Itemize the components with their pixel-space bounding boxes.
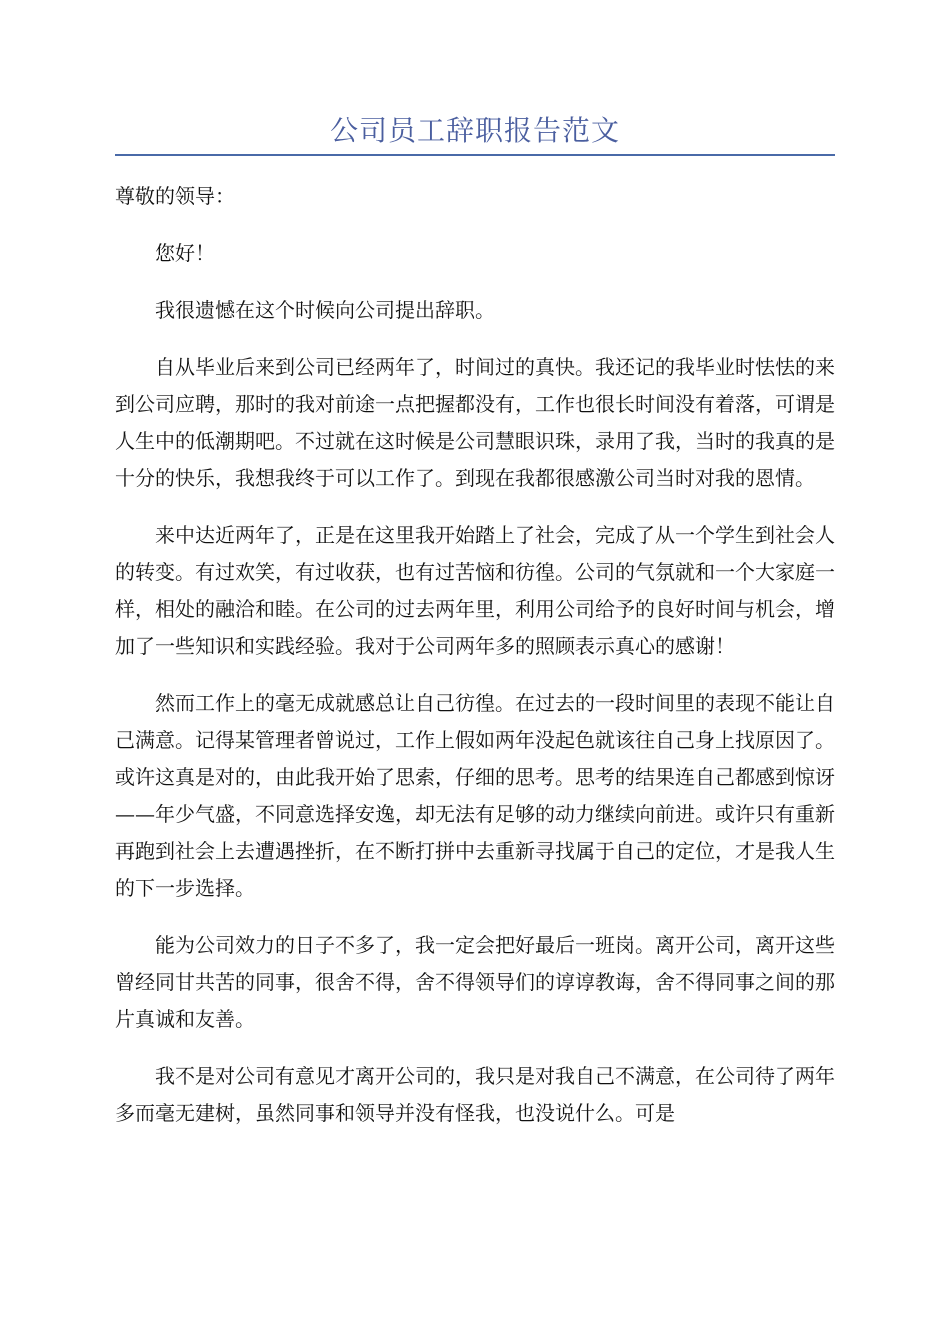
document-page	[115, 112, 835, 1152]
document-title: 公司员工辞职报告范文	[329, 114, 620, 147]
paragraph-gratitude: 来中达近两年了，正是在这里我开始踏上了社会，完成了从一个学生到社会人的转变。有过欢笑，有过收获，也有过苦恼和彷徨。公司的气氛就和一个大家庭一样，相处的融洽和睦。在公司的过去两年里，利用公司给予的良好时间与机会，增加了一些知识和实践经验。我对于公司两年多的照顾表示真心的感谢！	[115, 523, 835, 658]
paragraph-greeting: 您好！	[155, 241, 215, 265]
title-underline	[115, 154, 835, 156]
salutation: 尊敬的领导：	[115, 184, 235, 208]
paragraph-reflection: 然而工作上的毫无成就感总让自己彷徨。在过去的一段时间里的表现不能让自己满意。记得某管理者曾说过，工作上假如两年没起色就该往自己身上找原因了。或许这真是对的，由此我开始了思索，仔细的思考。思考的结果连自己都感到惊讶——年少气盛，不同意选择安逸，却无法有足够的动力继续向前进。或许只有重新再跑到社会上去遭遇挫折，在不断打拼中去重新寻找属于自己的定位，才是我人生的下一步选择。	[115, 691, 835, 900]
paragraph-background: 自从毕业后来到公司已经两年了，时间过的真快。我还记的我毕业时怯怯的来到公司应聘，那时的我对前途一点把握都没有，工作也很长时间没有着落，可谓是人生中的低潮期吧。不过就在这时候是公司慧眼识珠，录用了我，当时的我真的是十分的快乐，我想我终于可以工作了。到现在我都很感激公司当时对我的恩情。	[115, 355, 835, 490]
paragraph-commitment: 能为公司效力的日子不多了，我一定会把好最后一班岗。离开公司，离开这些曾经同甘共苦的同事，很舍不得，舍不得领导们的谆谆教诲，舍不得同事之间的那片真诚和友善。	[115, 933, 835, 1031]
paragraph-intent: 我很遗憾在这个时候向公司提出辞职。	[155, 298, 495, 322]
paragraph-reason: 我不是对公司有意见才离开公司的，我只是对我自己不满意，在公司待了两年多而毫无建树，虽然同事和领导并没有怪我，也没说什么。可是	[115, 1064, 835, 1125]
